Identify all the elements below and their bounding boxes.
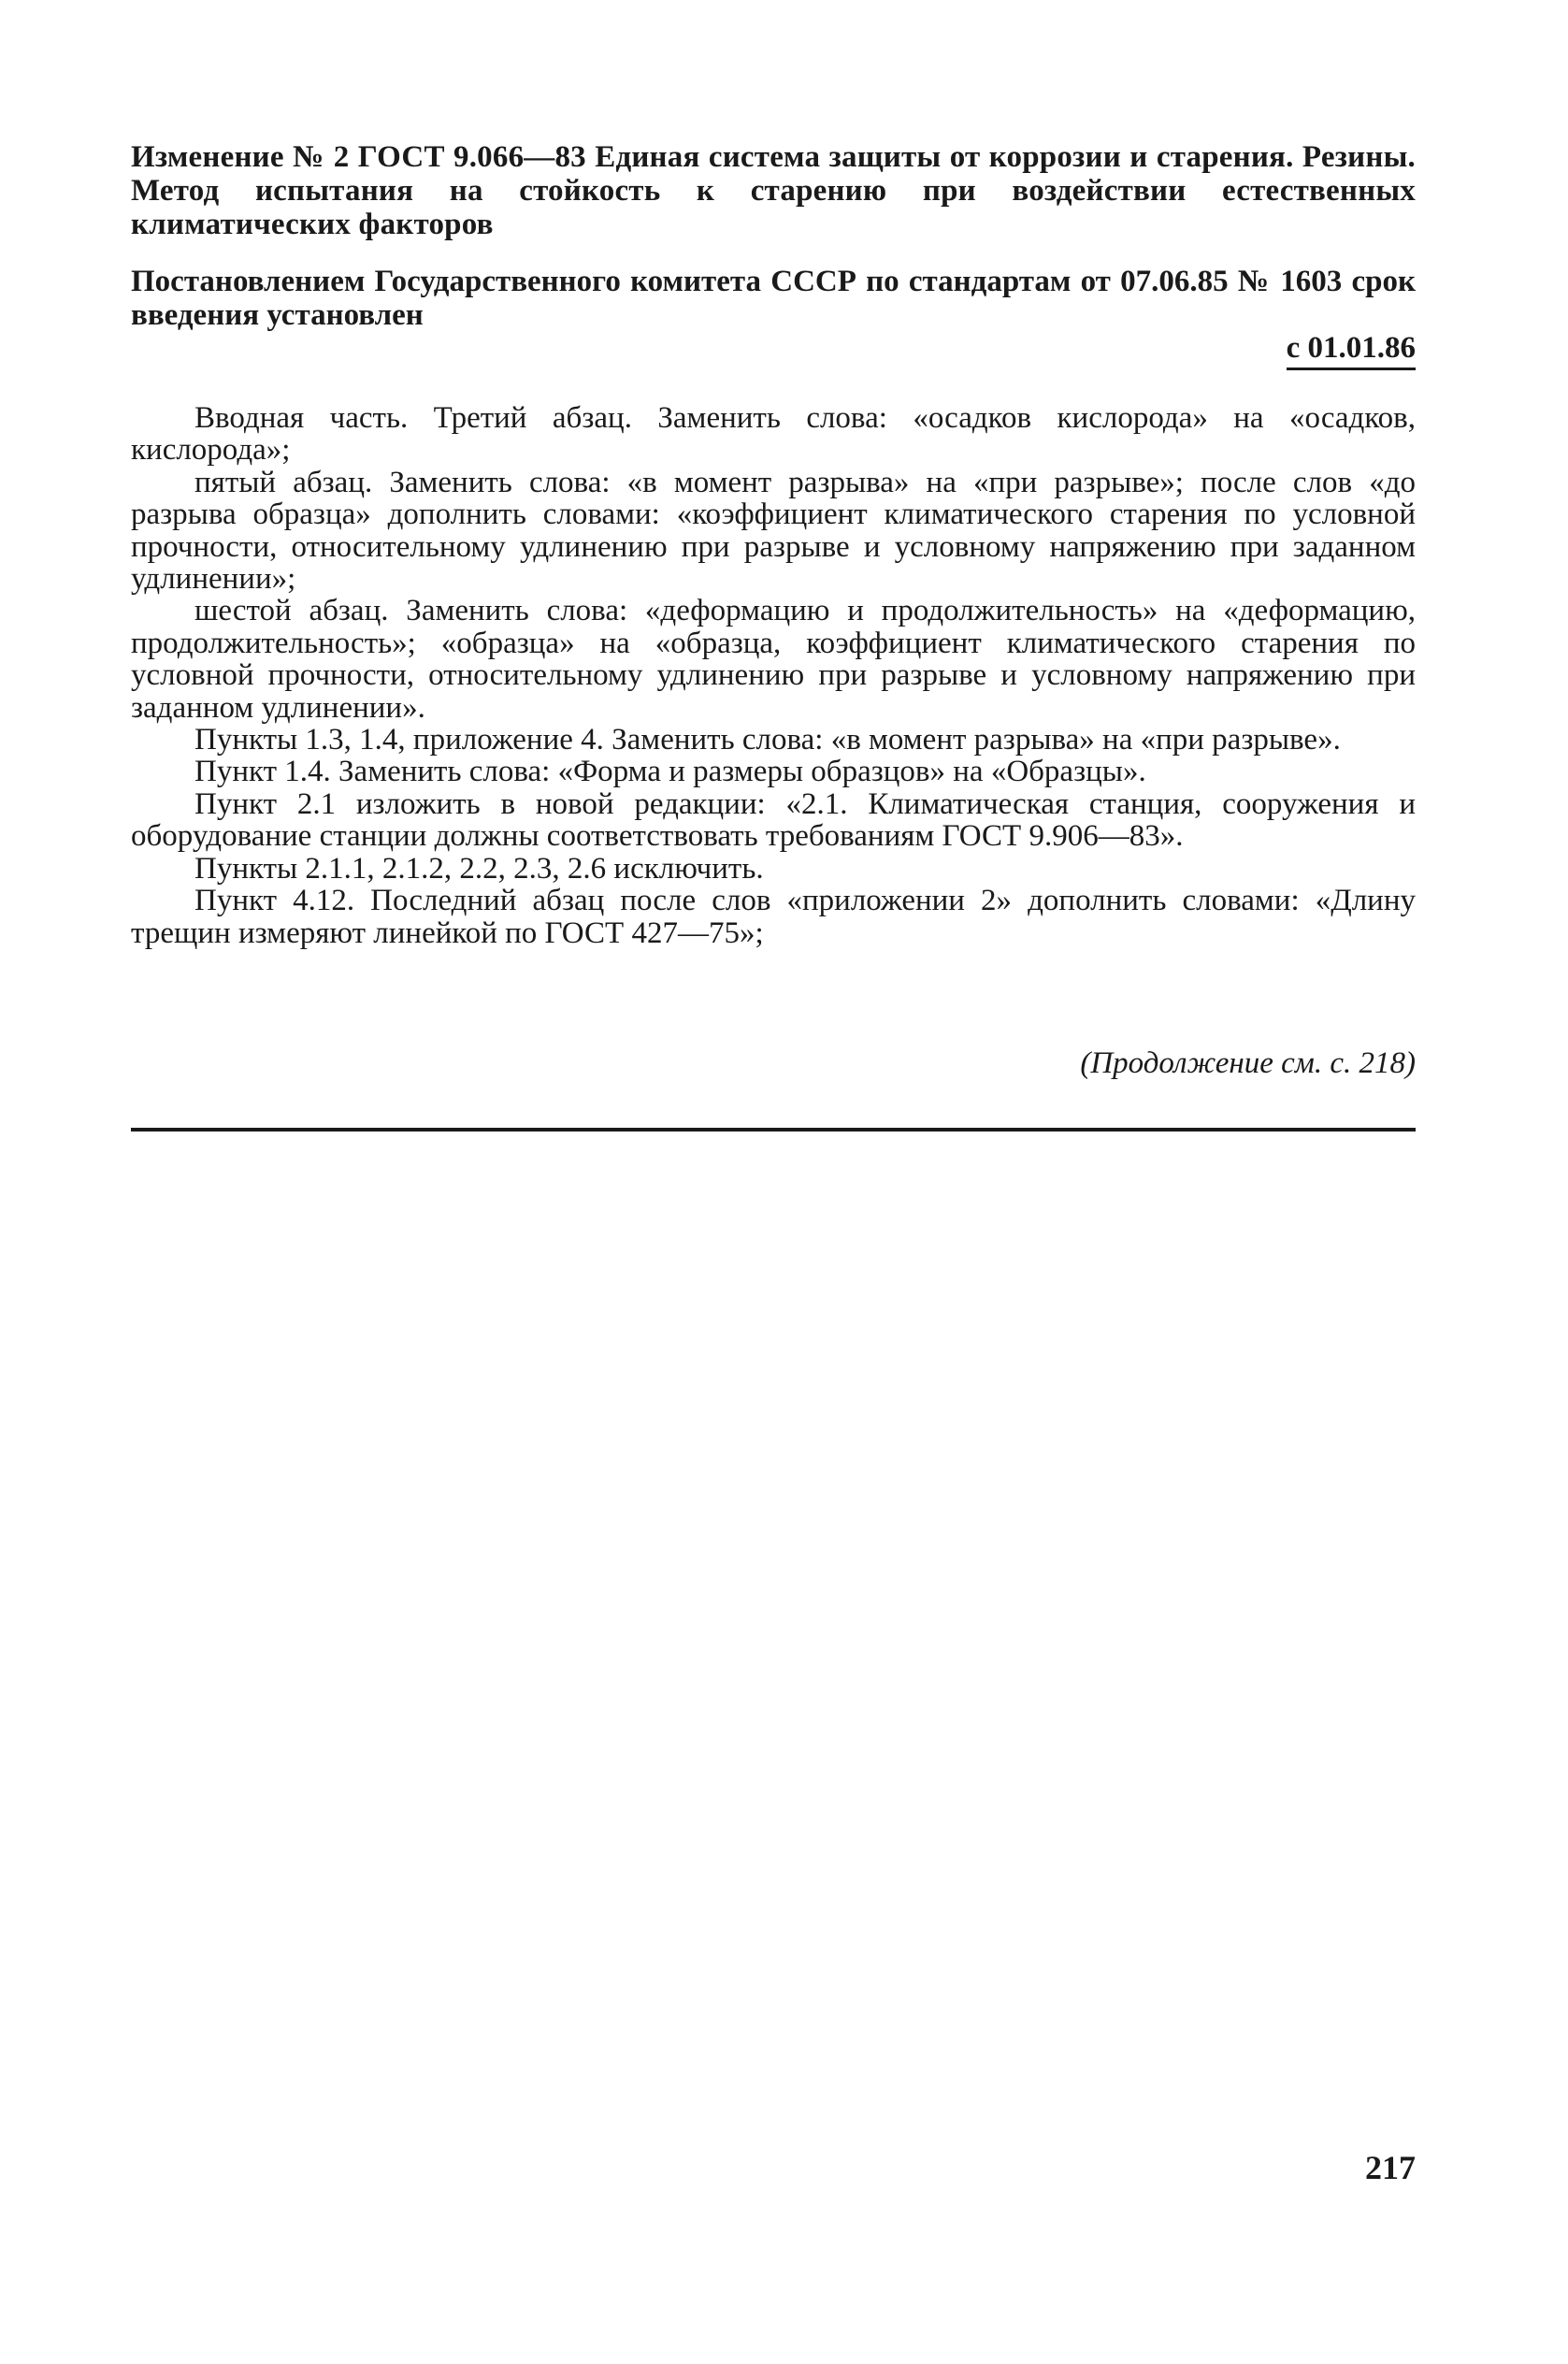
horizontal-rule	[131, 1128, 1416, 1132]
page-number: 217	[1365, 2149, 1416, 2186]
paragraph-intro: Вводная часть. Третий абзац. Заменить слова: «осадков кислорода» на «осадков, кислорода»;	[131, 401, 1416, 468]
amendment-body	[131, 402, 1416, 949]
paragraph-item-2-1: Пункт 2.1 изложить в новой редакции: «2.1. Климатическая станция, сооружения и оборудование станции должны соответствовать требованиям ГОСТ 9.906—83».	[131, 786, 1416, 854]
amendment-title: Изменение № 2 ГОСТ 9.066—83 Единая система защиты от коррозии и старения. Резины. Метод испытания на стойкость к старению при воздействии естественных климатических факторов	[131, 140, 1416, 241]
paragraph-items-1-3: Пункты 1.3, 1.4, приложение 4. Заменить слова: «в момент разрыва» на «при разрыве».	[194, 723, 1341, 757]
paragraph-items-excluded: Пункты 2.1.1, 2.1.2, 2.2, 2.3, 2.6 исключить.	[194, 851, 764, 886]
resolution-statement: Постановлением Государственного комитета СССР по стандартам от 07.06.85 № 1603 срок введения установлен	[131, 265, 1416, 332]
continuation-note: (Продолжение см. с. 218)	[1080, 1046, 1416, 1080]
paragraph-item-1-4: Пункт 1.4. Заменить слова: «Форма и размеры образцов» на «Образцы».	[194, 755, 1146, 789]
paragraph-sixth: шестой абзац. Заменить слова: «деформацию и продолжительность» на «деформацию, продолжительность»; «образца» на «образца, коэффициент климатического старения по условной прочности, относительному удлинению при разрыве и условному напряжению при заданном удлинении».	[131, 594, 1416, 725]
paragraph-fifth: пятый абзац. Заменить слова: «в момент разрыва» на «при разрыве»; после слов «до разрыва образца» дополнить словами: «коэффициент климатического старения по условной прочности, относительному удлинению при разрыве и условному напряжению при заданном удлинении»;	[131, 465, 1416, 597]
effective-date: с 01.01.86	[1287, 330, 1416, 370]
paragraph-item-4-12: Пункт 4.12. Последний абзац после слов «приложении 2» дополнить словами: «Длину трещин измеряют линейкой по ГОСТ 427—75»;	[131, 884, 1416, 950]
